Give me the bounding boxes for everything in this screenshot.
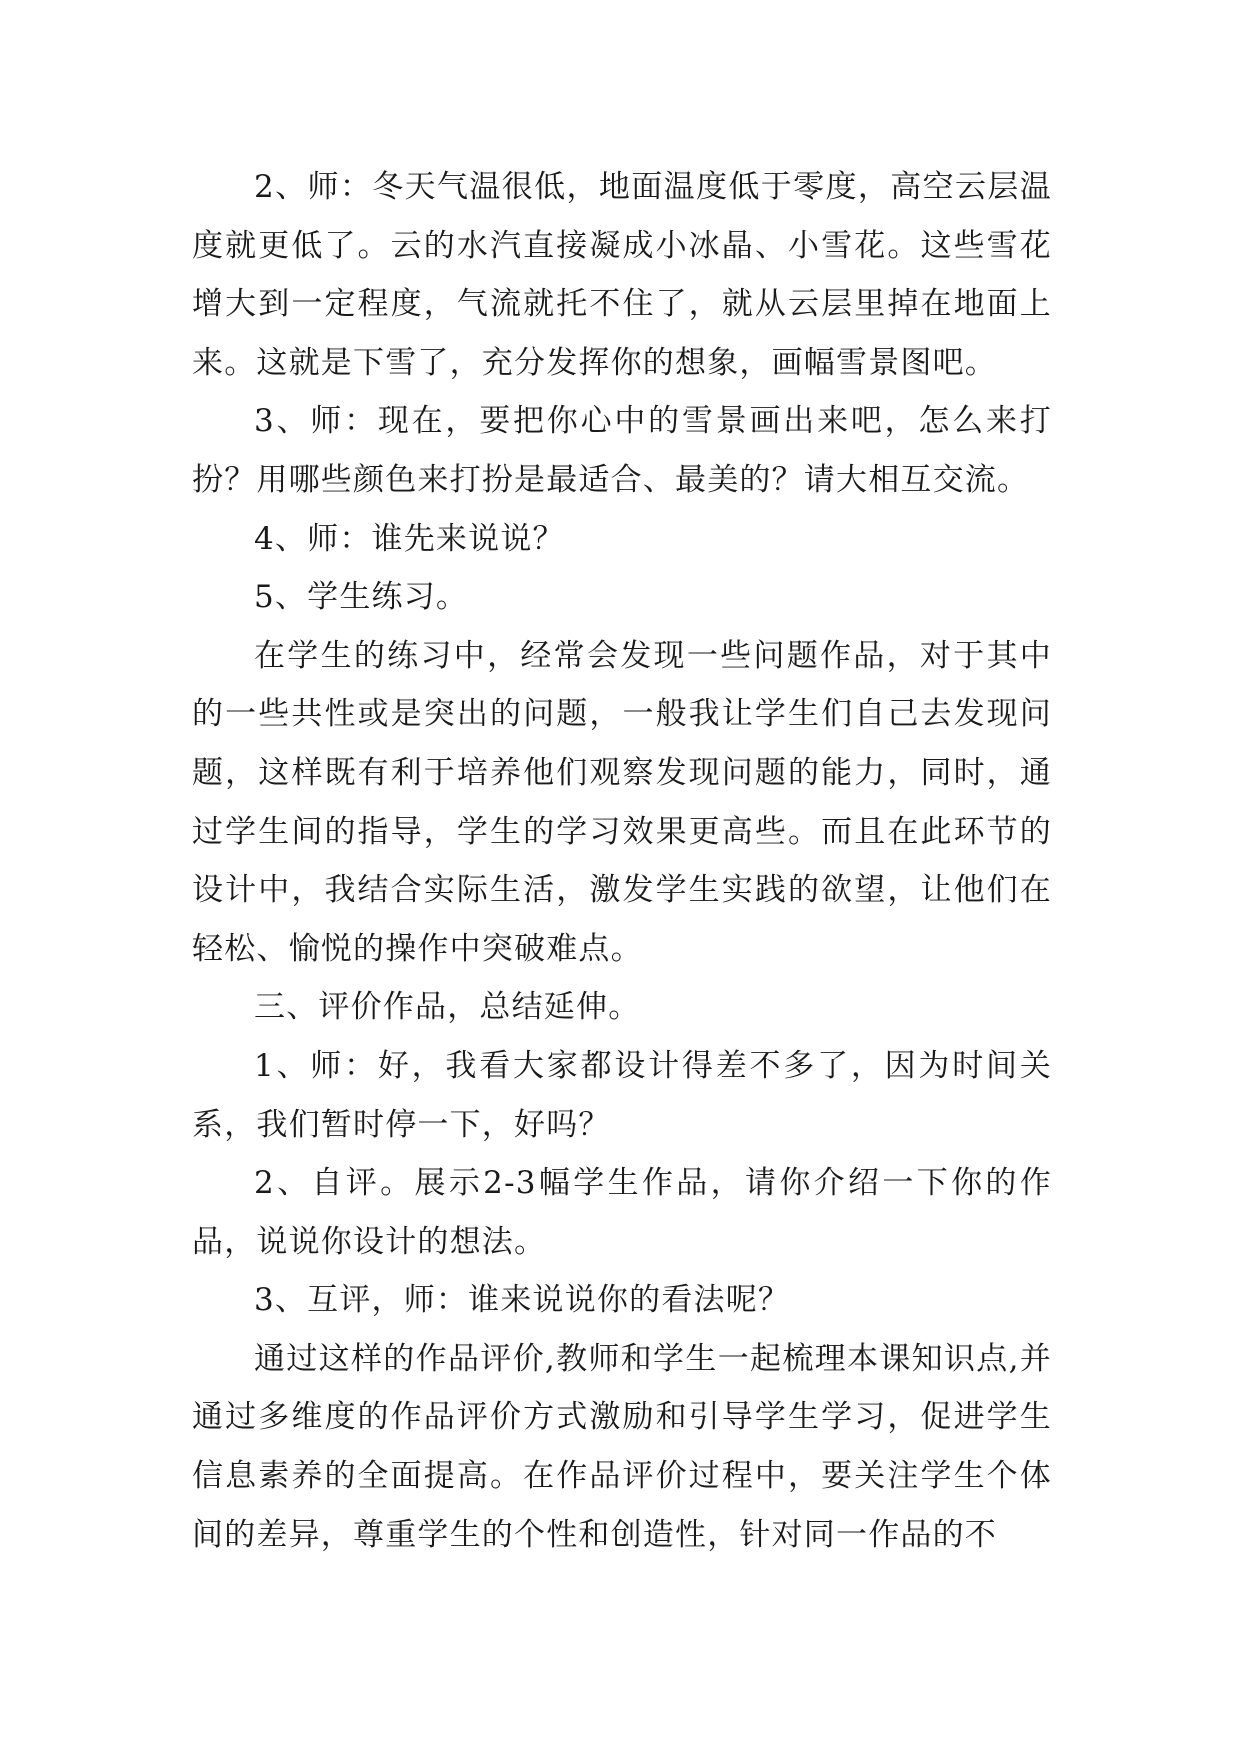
paragraph-snow-explanation: 2、师：冬天气温很低，地面温度低于零度，高空云层温度就更低了。云的水汽直接凝成小冰晶、小雪花。这些雪花增大到一定程度，气流就托不住了，就从云层里掉在地面上来。这就是下雪了，充分发挥你的想象，画幅雪景图吧。	[192, 169, 1052, 381]
paragraph-evaluation-summary: 通过这样的作品评价,教师和学生一起梳理本课知识点,并通过多维度的作品评价方式激励和引导学生学习，促进学生信息素养的全面提高。在作品评价过程中，要关注学生个体间的差异，尊重学生的个性和创造性，针对同一作品的不	[192, 1340, 1052, 1553]
paragraph-color-discussion: 3、师：现在，要把你心中的雪景画出来吧，怎么来打扮？用哪些颜色来打扮是最适合、最美的？请大相互交流。	[192, 403, 1052, 498]
document-body	[192, 158, 1052, 1564]
paragraph-self-evaluation: 2、自评。展示2-3幅学生作品，请你介绍一下你的作品，说说你设计的想法。	[192, 1165, 1052, 1260]
paragraph-who-speaks-first: 4、师：谁先来说说？	[254, 520, 565, 557]
paragraph-pause: 1、师：好，我看大家都设计得差不多了，因为时间关系，我们暂时停一下，好吗？	[192, 1047, 1052, 1143]
paragraph-practice-reflection: 在学生的练习中，经常会发现一些问题作品，对于其中的一些共性或是突出的问题，一般我让学生们自己去发现问题，这样既有利于培养他们观察发现问题的能力，同时，通过学生间的指导，学生的学习效果更高些。而且在此环节的设计中，我结合实际生活，激发学生实践的欲望，让他们在轻松、愉悦的操作中突破难点。	[192, 637, 1052, 967]
section-heading-evaluation: 三、评价作品，总结延伸。	[254, 989, 641, 1026]
paragraph-student-practice: 5、学生练习。	[254, 579, 469, 616]
paragraph-peer-evaluation: 3、互评，师：谁来说说你的看法呢？	[254, 1282, 791, 1319]
